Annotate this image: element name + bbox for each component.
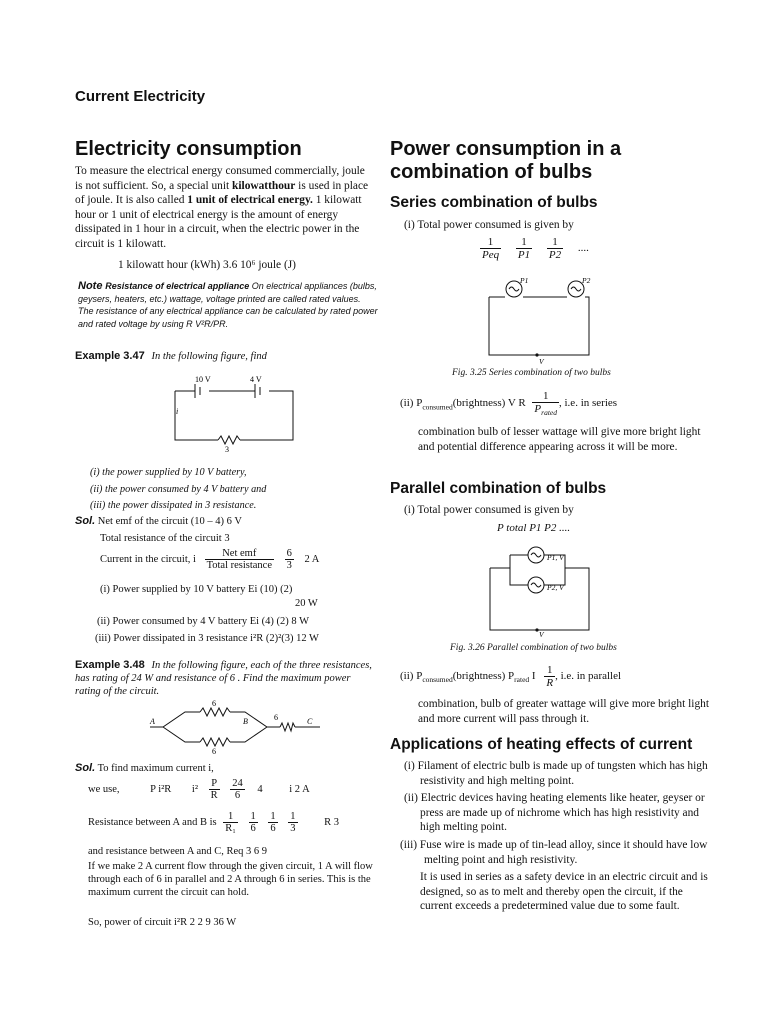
note-box [78,280,378,330]
sol348-i2: i² [191,783,198,795]
parallel-ii-tail: , i.e. in parallel [555,670,622,683]
series-item-2 [400,390,617,417]
solution-347 [75,515,242,527]
application-item-1: (i) Filament of electric bulb is made up of tungsten which has high resistivity and high melting point. [404,760,708,787]
series-frac-p2: P2 [548,249,562,261]
resistor-top-label: 6 [212,700,216,708]
resistor-label-3: 3 [225,445,229,454]
sol347-power-supplied-result: 20 W [295,598,318,609]
frac-total-resistance: Total resistance [206,560,273,571]
sol347-current [100,548,319,571]
parallel-ii-p: (ii) P [400,670,423,683]
sol348-frac-6a: 6 [250,823,256,834]
note-text [78,281,378,329]
resistor-series-label: 6 [274,713,278,722]
sol348-line-1: To find maximum current i, [97,763,214,774]
figure-326-caption: Fig. 3.26 Parallel combination of two bulbs [450,643,617,653]
sol347-line-2: Total resistance of the circuit 3 [100,533,230,544]
heading-parallel-combination: Parallel combination of bulbs [390,480,607,497]
heading-applications: Applications of heating effects of current [390,736,693,753]
parallel-item-2 [400,664,621,689]
series-ii-frac-1: 1 [532,390,559,403]
sol348-p-eq: P i²R [150,783,172,795]
node-c-label: C [307,717,313,726]
sol348-frac-1a: 1 [223,811,238,823]
fig326-v-label: V [539,630,544,638]
series-ii-consumed: consumed [422,402,453,412]
sol347-current-result: 2 A [304,553,320,565]
application-item-2: (ii) Electric devices having heating elements like heater, geyser or press are made up of nichrome which has high resistivity and high melting point. [404,792,705,834]
example-347-item-3: (iii) the power dissipated in 3 resistance. [90,500,257,511]
parallel-equation: P total P1 P2 .... [497,522,571,534]
series-frac-1b: 1 [516,236,532,249]
parallel-item-2-text: combination, bulb of greater wattage will give more bright light and more current will pass through it. [418,698,710,725]
example-347-heading [75,350,267,362]
series-item-1: (i) Total power consumed is given by [404,219,574,231]
note-body: On electrical appliances (bulbs, geysers, heaters, etc.) wattage, voltage printed are called rated values. The resistance of any electrical appliance can be calculated by rated power and rated voltage by using R V²R/PR. [78,281,378,329]
intro-bold-kwh: kilowatthour [232,179,296,192]
kwh-equation: 1 kilowatt hour (kWh) 3.6 10⁶ joule (J) [118,259,296,271]
note-label: Note [78,280,103,292]
figure-325-caption: Fig. 3.25 Series combination of two bulbs [452,368,611,378]
example-347-circuit [165,372,305,457]
example-347-item-1: (i) the power supplied by 10 V battery, [90,467,247,478]
series-frac-1a: 1 [480,236,501,249]
fig325-v-label: V [539,357,544,365]
figure-326-parallel-bulbs [485,543,595,638]
bulb-p2v-label: P2, V [547,583,564,592]
solution-label: Sol. [75,515,96,527]
sol348-we-use: we use, [88,783,120,795]
frac-net-emf: Net emf [205,548,274,560]
sol348-resistance-ac: and resistance between A and C, Req 3 6 9 [88,846,268,857]
sol348-result-4: 4 [257,783,263,795]
parallel-ii-consumed: consumed [422,675,453,685]
sol347-power-supplied: (i) Power supplied by 10 V battery Ei (10) (2) [100,584,293,595]
heading-series-combination: Series combination of bulbs [390,194,598,211]
sol347-power-dissipated: (iii) Power dissipated in 3 resistance i²R (2)²(3) 12 W [95,633,319,644]
note-title: Resistance of electrical appliance [105,281,250,291]
example-348-text: In the following figure, each of the three resistances, has rating of 24 W and resistance of 6 . Find the maximum power rating of the circuit. [75,660,372,697]
battery-label-4v: 4 V [250,375,262,384]
current-label-i: i [176,407,179,416]
parallel-item-1: (i) Total power consumed is given by [404,504,574,516]
parallel-ii-brightness: (brightness) P [452,670,515,683]
parallel-ii-i: I [529,670,536,683]
sol347-power-consumed: (ii) Power consumed by 4 V battery Ei (4) (2) 8 W [97,616,309,627]
bulb-p2-label: P2 [582,276,591,285]
example-347-label: Example 3.47 [75,350,145,362]
series-frac-peq: Peq [482,249,500,261]
sol348-frac-6: 6 [234,790,241,801]
sol348-frac-1c: 1 [270,811,276,822]
applications-list [390,759,710,914]
example-347-text: In the following figure, find [151,351,267,362]
intro-bold-unit: 1 unit of electrical energy. [187,194,313,207]
sol348-frac-r1: R₁ [225,823,236,834]
application-item-3-continued: It is used in series as a safety device in an electric circuit and is designed, so as to melt and thereby open the circuit, if the current exceeds a predetermined value due to some fault. [420,871,708,913]
sol348-resistance-ab [88,811,339,834]
parallel-ii-frac-r: R [546,677,554,689]
sol347-line-1: Net emf of the circuit (10 – 4) 6 V [97,516,242,527]
node-b-label: B [243,717,248,726]
series-frac-p1: P1 [517,249,531,261]
bulb-p1-label: P1 [520,276,529,285]
solution-348-label: Sol. [75,762,96,774]
bulb-p1v-label: P1, V [547,553,564,562]
sol347-current-label: Current in the circuit, i [100,553,196,565]
sol348-r-result: R 3 [324,816,340,828]
example-348-heading [75,659,375,698]
example-347-items [90,465,266,515]
series-frac-1c: 1 [547,236,563,249]
series-ii-frac-p: P [534,403,542,415]
sol348-frac-6b: 6 [270,823,276,834]
intro-text-2: is used in place of joule. It is also called [75,179,369,207]
sol348-power-eq [88,778,310,801]
sol348-power-result: So, power of circuit i²R 2 2 9 36 W [88,917,237,928]
battery-label-10v: 10 V [195,375,211,384]
application-item-3: (iii) Fuse wire is made up of tin-lead alloy, since it should have low melting point and high resistivity. [400,838,708,866]
series-ii-frac-rated: rated [541,408,557,418]
chapter-title: Current Electricity [75,88,206,105]
parallel-ii-frac-1: 1 [544,664,555,677]
sol348-explanation: If we make 2 A current flow through the given circuit, 1 A will flow through each of 6 in parallel and 2 A through 6 in series. This is the maximum current the circuit can hold. [88,861,373,898]
sol348-frac-24: 24 [232,778,243,789]
sol348-frac-1b: 1 [250,811,256,822]
sol348-resistance-ab-label: Resistance between A and B is [88,816,217,828]
resistor-bottom-label: 6 [212,747,216,755]
example-348-circuit [145,700,325,755]
series-ellipsis: .... [577,242,589,255]
example-348-label: Example 3.48 [75,659,145,671]
figure-325-series-bulbs [485,275,595,365]
parallel-ii-rated: rated [514,675,530,685]
sol348-frac-r: R [210,790,218,801]
series-item-2-text: combination bulb of lesser wattage will give more bright light and potential difference appearing across it will be more. [418,426,701,453]
intro-text-1: To measure the electrical energy consumed commercially, joule is not sufficient. So, a special unit [75,165,365,192]
solution-348-intro [75,762,214,774]
sol348-frac-3: 3 [290,823,296,834]
example-347-item-2: (ii) the power consumed by 4 V battery and [90,483,267,495]
section-title-power-consumption: Power consumption in a combination of bulbs [390,138,622,183]
series-ii-tail: , i.e. in series [559,397,618,410]
sol348-frac-1d: 1 [290,811,296,822]
section-title-electricity-consumption: Electricity consumption [75,138,302,160]
series-ii-brightness: (brightness) V R [452,397,526,410]
sol348-frac-p: P [209,778,220,790]
series-equation [480,236,589,261]
intro-paragraph [75,164,375,252]
sol348-current-2a: i 2 A [289,783,310,795]
intro-text-3: 1 kilowatt hour or 1 unit of electrical energy is the amount of energy dissipated in 1 hour in a circuit, when the electric power in the circuit is 1 kilowatt. [75,194,362,250]
series-ii-p: (ii) P [400,397,423,410]
frac-6: 6 [286,548,292,559]
node-a-label: A [150,717,155,726]
frac-3: 3 [286,560,292,571]
